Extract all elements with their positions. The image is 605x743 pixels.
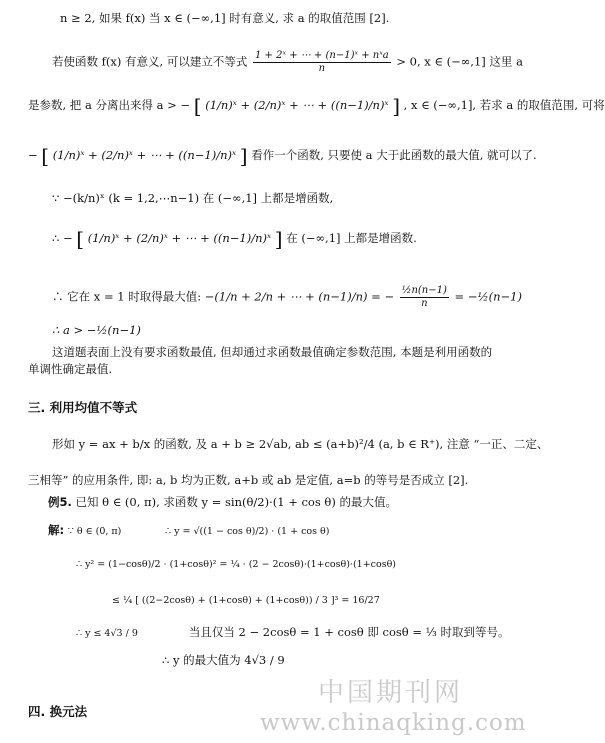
max-value-numerator: ½n(n−1): [401, 285, 447, 296]
solution-step-4b: 当且仅当 2 − 2cosθ = 1 + cosθ 即 cosθ = ⅓ 时取到等号。: [188, 625, 510, 639]
section-4-title: 四. 换元法: [28, 704, 88, 719]
example-text: 已知 θ ∈ (0, π), 求函数 y = sin(θ/2)·(1 + cos θ) 的最大值。: [75, 495, 397, 509]
inequality-numerator: 1 + 2ˣ + ⋯ + (n−1)ˣ + nˣa: [255, 50, 389, 61]
text-line-7-pre: ∴ 它在 x = 1 时取得最大值:: [52, 289, 202, 304]
watermark-url: www.chinaqking.com: [260, 710, 527, 736]
series-terms: (1/n)ˣ + (2/n)ˣ + ⋯ + ((n−1)/n)ˣ: [52, 148, 237, 162]
text-line-9: 这道题表面上没有要求函数最值, 但却通过求函数最值确定参数范围, 本题是利用函数的: [52, 345, 493, 359]
example-5: [48, 494, 397, 510]
bracket-open-icon: [: [76, 227, 85, 251]
inequality-denominator: n: [318, 63, 326, 74]
solution-step-1b: ∴ y = √((1 − cos θ)/2) · (1 + cos θ): [165, 526, 330, 537]
bracket-close-icon: ]: [392, 94, 400, 118]
text-line-8: ∴ a > −½(n−1): [52, 323, 141, 337]
text-line-1: n ≥ 2, 如果 f(x) 当 x ∈ (−∞,1] 时有意义, 求 a 的取值范围 [2].: [60, 11, 390, 25]
solution-line-3: ≤ ¼ [ ((2−2cosθ) + (1+cosθ) + (1+cosθ)) / 3 ]³ = 16/27: [112, 595, 380, 606]
example-label: 例5.: [48, 495, 72, 509]
minus-sign: −: [28, 148, 38, 162]
text-line-10: 单调性确定最值.: [28, 362, 113, 376]
watermark-cn: 中国期刊网: [318, 678, 464, 708]
text-line-6: [52, 227, 417, 251]
solution-line-4: [76, 624, 509, 642]
section-3-title: 三. 利用均值不等式: [28, 400, 138, 415]
s3-paragraph-2: 三相等” 的应用条件, 即: a, b 均为正数, a+b 或 ab 是定值, a=b 的等号是否成立 [2].: [28, 473, 469, 487]
text-line-4-post: 看作一个函数, 只要使 a 大于此函数的最大值, 就可以了.: [251, 148, 537, 162]
text-line-2: [52, 50, 523, 75]
text-line-7: [52, 285, 522, 310]
bracket-open-icon: [: [193, 94, 202, 118]
solution-line-1: [48, 522, 329, 540]
text-line-2-post: > 0, x ∈ (−∞,1] 这里 a: [396, 54, 523, 69]
inequality-fraction: [253, 50, 391, 75]
text-line-2-pre: 若使函数 f(x) 有意义, 可以建立不等式: [52, 54, 248, 69]
text-line-4: [28, 144, 537, 168]
solution-line-5: ∴ y 的最大值为 4√3 / 9: [162, 653, 285, 667]
solution-line-2: ∴ y² = (1−cosθ)/2 · (1+cosθ)² = ¼ · (2 − 2cosθ)·(1+cosθ)·(1+cosθ): [76, 559, 396, 570]
text-line-3-post: , x ∈ (−∞,1], 若求 a 的取值范围, 可将: [403, 98, 605, 112]
bracket-close-icon: ]: [274, 227, 283, 251]
text-line-5: ∵ −(k/n)ˣ (k = 1,2,⋯n−1) 在 (−∞,1] 上都是增函数,: [52, 191, 334, 205]
text-line-3-pre: 是参数, 把 a 分离出来得 a > −: [28, 98, 191, 112]
bracket-open-icon: [: [41, 144, 50, 168]
solution-step-4a: ∴ y ≤ 4√3 / 9: [76, 628, 138, 639]
text-line-3: [28, 94, 605, 118]
series-terms: (1/n)ˣ + (2/n)ˣ + ⋯ + ((n−1)/n)ˣ: [87, 231, 272, 245]
max-value-denominator: n: [421, 298, 428, 309]
solution-step-1: ∵ θ ∈ (0, π): [67, 526, 122, 537]
bracket-close-icon: ]: [239, 144, 248, 168]
solution-label: 解:: [48, 523, 65, 537]
text-line-6-post: 在 (−∞,1] 上都是增函数.: [286, 231, 417, 245]
series-terms: (1/n)ˣ + (2/n)ˣ + ⋯ + ((n−1)/n)ˣ: [205, 98, 389, 112]
max-value-fraction: [400, 285, 449, 310]
s3-paragraph-1: 形如 y = ax + b/x 的函数, 及 a + b ≥ 2√ab, ab ≤ (a+b)²/4 (a, b ∈ R⁺), 注意 “一正、二定、: [52, 437, 549, 451]
text-line-7-post: = −½(n−1): [454, 289, 522, 304]
text-line-7-expr: −(1/n + 2/n + ⋯ + (n−1)/n) = −: [204, 289, 395, 304]
text-line-6-pre: ∴ −: [52, 231, 73, 245]
